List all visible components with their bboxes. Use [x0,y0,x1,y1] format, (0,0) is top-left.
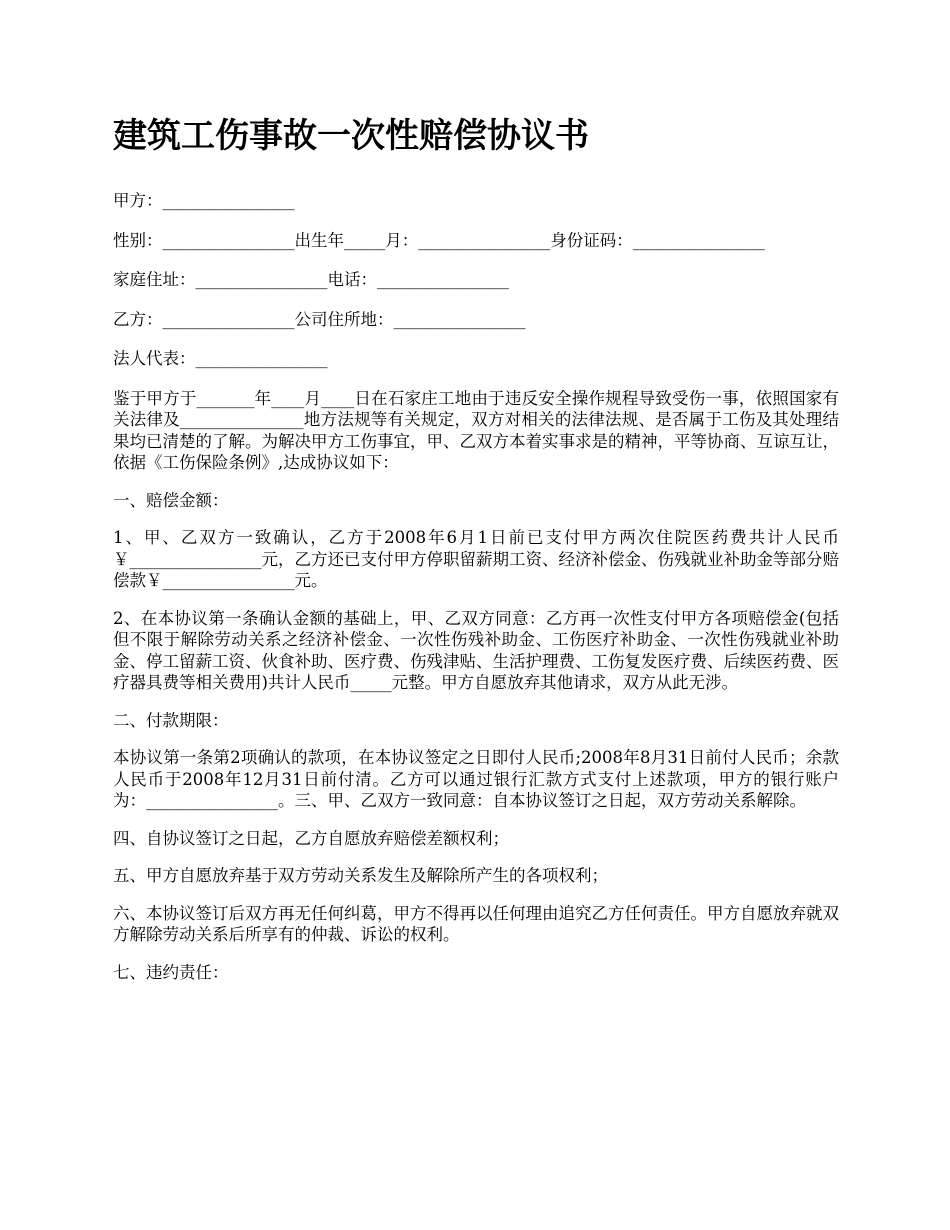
clause-6: 六、本协议签订后双方再无任何纠葛，甲方不得再以任何理由追究乙方任何责任。甲方自愿放弃就双方解除劳动关系后所享有的仲裁、诉讼的权利。 [113,903,839,944]
clause-1-2: 2、在本协议第一条确认金额的基础上，甲、乙双方同意：乙方再一次性支付甲方各项赔偿金(包括但不限于解除劳动关系之经济补偿金、一次性伤残补助金、工伤医疗补助金、一次性伤残就业补助金、停工留薪工资、伙食补助、医疗费、伤残津贴、生活护理费、工伤复发医疗费、后续医药费、医疗器具费等相关费用)共计人民币_____元整。甲方自愿放弃其他请求，双方从此无涉。 [113,608,839,692]
section-heading-liability: 七、违约责任： [113,962,229,982]
party-a-line: 甲方：________________ [113,191,295,210]
party-a-details-line: 性别：________________出生年_____月：________________身份证码：________________ [113,230,765,250]
section-heading-compensation: 一、赔偿金额： [113,490,229,510]
legal-representative-line: 法人代表：________________ [113,349,328,368]
clause-1-1: 1、甲、乙双方一致确认，乙方于2008年6月1日前已支付甲方两次住院医药费共计人民币￥________________元，乙方还已支付甲方停职留薪期工资、经济补偿金、伤残就业补助金等部分赔偿款￥________________元。 [113,528,839,590]
party-a-address-line: 家庭住址：________________电话：________________ [113,270,509,289]
clause-4: 四、自协议签订之日起，乙方自愿放弃赔偿差额权利； [113,828,509,848]
section-heading-payment-term: 二、付款期限： [113,710,229,730]
party-b-line: 乙方：________________公司住所地：________________ [113,309,526,329]
payment-term-paragraph: 本协议第一条第2项确认的款项，在本协议签定之日即付人民币;2008年8月31日前付人民币；余款人民币于2008年12月31日前付清。乙方可以通过银行汇款方式支付上述款项，甲方的银行账户为：________________。三、甲、乙双方一致同意：自本协议签订之日起，双方劳动关系解除。 [113,748,839,810]
clause-5: 五、甲方自愿放弃基于双方劳动关系发生及解除所产生的各项权利； [113,866,608,885]
document-page [113,112,839,999]
document-title: 建筑工伤事故一次性赔偿协议书 [113,116,589,156]
preamble-paragraph: 鉴于甲方于_______年____月____日在石家庄工地由于违反安全操作规程导致受伤一事，依照国家有关法律及_______________地方法规等有关规定，双方对相关的法律法规、是否属于工伤及其处理结果均已清楚的了解。为解决甲方工伤事宜，甲、乙双方本着实事求是的精神，平等协商、互谅互让，依据《工伤保险条例》,达成协议如下： [113,388,839,472]
